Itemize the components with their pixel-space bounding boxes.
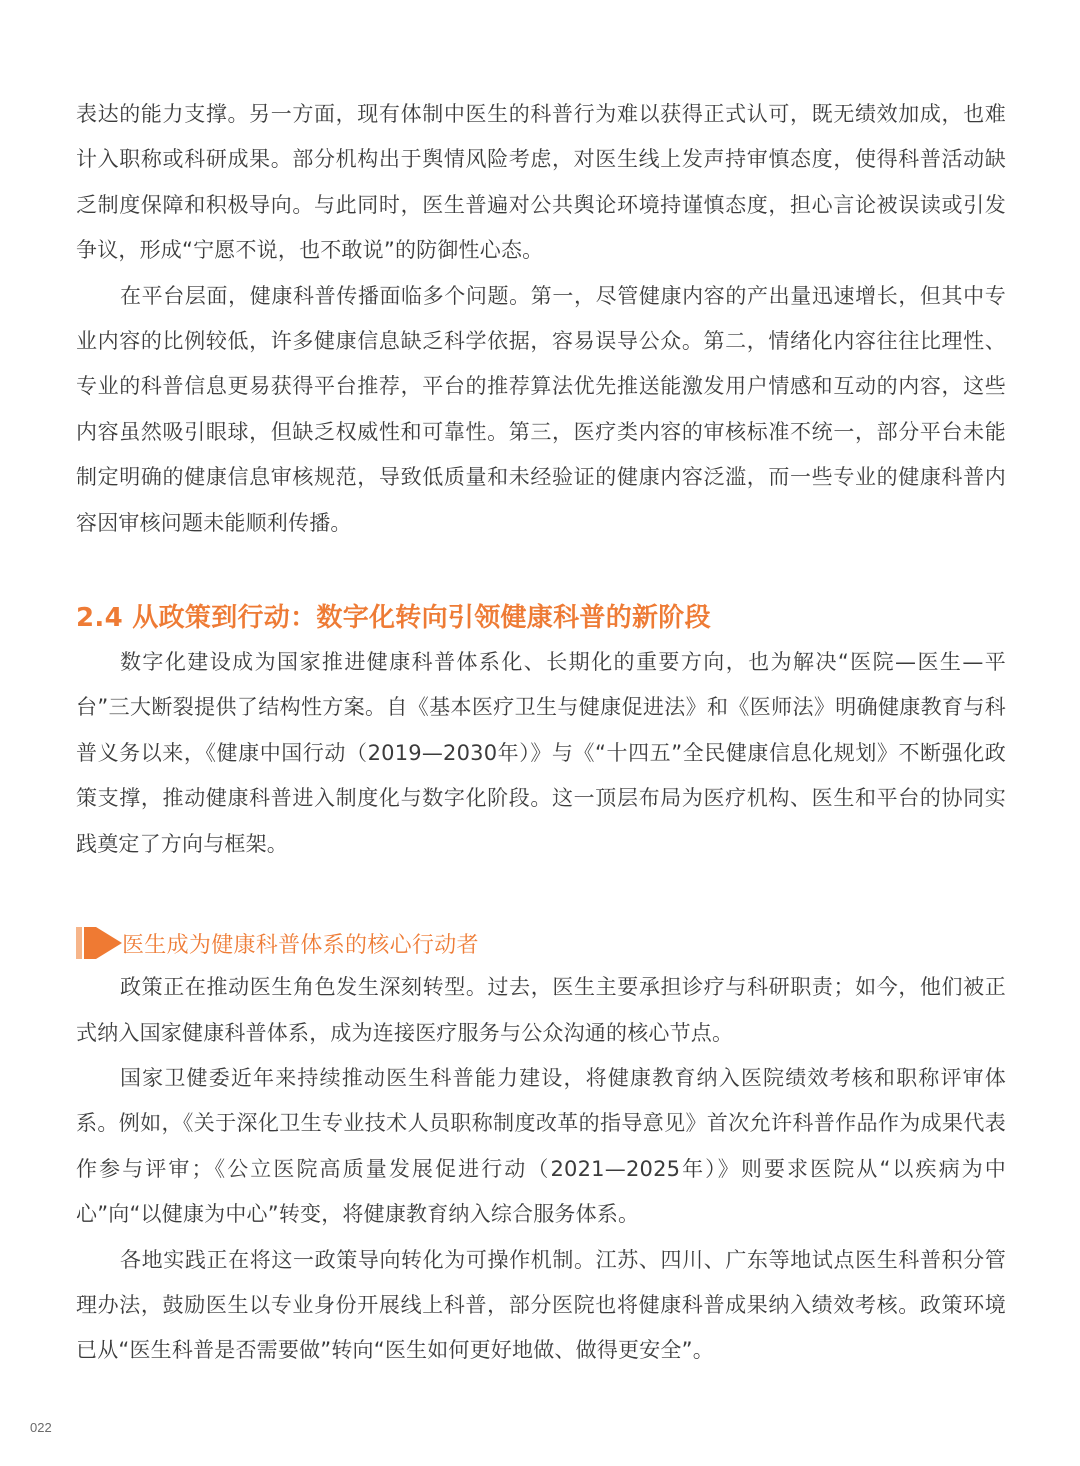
page-number: 022 xyxy=(30,1420,52,1435)
body-paragraph: 表达的能力支撑。另一方面，现有体制中医生的科普行为难以获得正式认可，既无绩效加成，也难计入职称或科研成果。部分机构出于舆情风险考虑，对医生线上发声持审慎态度，使得科普活动缺乏制度保障和积极导向。与此同时，医生普遍对公共舆论环境持谨慎态度，担心言论被误读或引发争议，形成“宁愿不说，也不敢说”的防御性心态。 xyxy=(76,102,1006,263)
subsection-heading xyxy=(76,921,1006,965)
orange-arrow-marker-icon xyxy=(76,927,112,959)
section-paragraph: 数字化建设成为国家推进健康科普体系化、长期化的重要方向，也为解决“医院—医生—平台”三大断裂提供了结构性方案。自《基本医疗卫生与健康促进法》和《医师法》明确健康教育与科普义务以来，《健康中国行动（2019—2030年）》与《“十四五”全民健康信息化规划》不断强化政策支撑，推动健康科普进入制度化与数字化阶段。这一顶层布局为医疗机构、医生和平台的协同实践奠定了方向与框架。 xyxy=(76,650,1006,856)
subsection-paragraph: 国家卫健委近年来持续推动医生科普能力建设，将健康教育纳入医院绩效考核和职称评审体系。例如，《关于深化卫生专业技术人员职称制度改革的指导意见》首次允许科普作品作为成果代表作参与评审；《公立医院高质量发展促进行动（2021—2025年）》则要求医院从“以疾病为中心”向“以健康为中心”转变，将健康教育纳入综合服务体系。 xyxy=(76,1065,1006,1227)
document-page xyxy=(76,92,1006,1374)
subsection-paragraph: 各地实践正在将这一政策导向转化为可操作机制。江苏、四川、广东等地试点医生科普积分管理办法，鼓励医生以专业身份开展线上科普，部分医院也将健康科普成果纳入绩效考核。政策环境已从“医生科普是否需要做”转向“医生如何更好地做、做得更安全”。 xyxy=(76,1247,1006,1363)
subsection-paragraph: 政策正在推动医生角色发生深刻转型。过去，医生主要承担诊疗与科研职责；如今，他们被正式纳入国家健康科普体系，成为连接医疗服务与公众沟通的核心节点。 xyxy=(76,975,1006,1045)
subsection-title: 医生成为健康科普体系的核心行动者 xyxy=(122,932,479,958)
section-heading: 2.4 从政策到行动：数字化转向引领健康科普的新阶段 xyxy=(76,603,711,634)
body-paragraph: 在平台层面，健康科普传播面临多个问题。第一，尽管健康内容的产出量迅速增长，但其中专业内容的比例较低，许多健康信息缺乏科学依据，容易误导公众。第二，情绪化内容往往比理性、专业的科普信息更易获得平台推荐，平台的推荐算法优先推送能激发用户情感和互动的内容，这些内容虽然吸引眼球，但缺乏权威性和可靠性。第三，医疗类内容的审核标准不统一，部分平台未能制定明确的健康信息审核规范，导致低质量和未经验证的健康内容泛滥，而一些专业的健康科普内容因审核问题未能顺利传播。 xyxy=(76,283,1006,535)
